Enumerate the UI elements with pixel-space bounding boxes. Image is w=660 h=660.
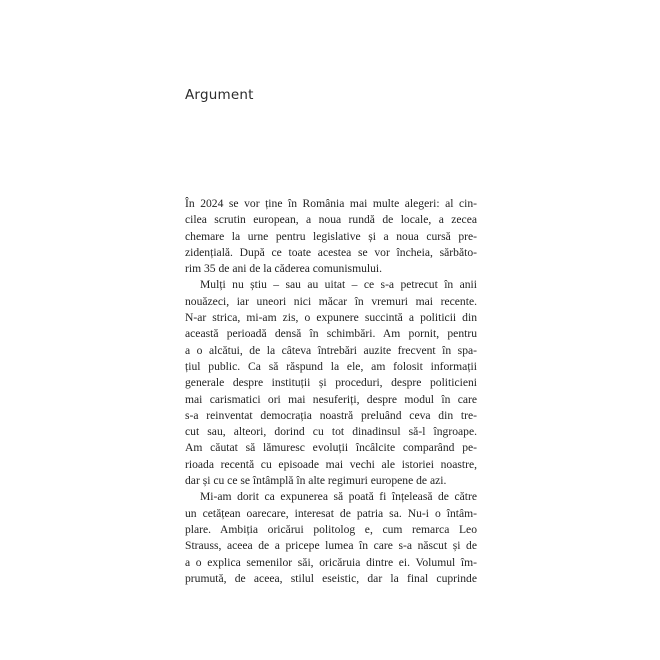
text-line: nouăzeci, iar uneori nici măcar în vremuri mai recente. (185, 294, 477, 308)
text-line: chemare la urne pentru legislative și a noua cursă pre- (185, 229, 477, 243)
text-line: prumută, de aceea, stilul eseistic, dar la final cuprinde (185, 571, 477, 585)
text-line: N-ar strica, mi-am zis, o expunere succintă a politicii din (185, 311, 477, 325)
text-line: rim 35 de ani de la căderea comunismului. (185, 262, 383, 276)
paragraph-2 (185, 277, 477, 489)
text-line: Am căutat să lămuresc evoluții încâlcite comparând pe- (185, 441, 477, 455)
text-line: a o explica semenilor săi, oricăruia dintre ei. Volumul îm- (185, 555, 477, 569)
text-line: s-a reinventat democrația noastră preluând ceva din tre- (185, 408, 477, 422)
text-line: În 2024 se vor ține în România mai multe alegeri: al cin- (185, 197, 477, 210)
text-line: Mulți nu știu – sau au uitat – ce s-a petrecut în anii (200, 278, 477, 292)
text-line: zidențială. După ce toate acestea se vor încheia, sărbăto- (185, 245, 477, 259)
chapter-heading: Argument (185, 87, 254, 103)
text-line: Strauss, aceea de a pricepe lumea în care s-a născut și de (185, 539, 477, 553)
text-line: țiul public. Ca să răspund la ele, am folosit informații (185, 359, 477, 373)
text-line: plare. Ambiția oricărui politolog e, cum remarca Leo (185, 522, 477, 536)
paragraph-1 (185, 196, 477, 277)
text-line: mai carismatici ori mai nesuferiți, despre modul în care (185, 392, 477, 406)
paragraph-3 (185, 489, 477, 587)
text-line: această perioadă densă în schimbări. Am pornit, pentru (185, 327, 477, 341)
text-line: rioada recentă cu episoade mai vechi ale istoriei noastre, (185, 457, 477, 471)
text-line: cilea scrutin european, a noua rundă de locale, a zecea (185, 213, 477, 227)
text-line: Mi-am dorit ca expunerea să poată fi înțeleasă de către (200, 490, 477, 504)
text-line: cut sau, alteori, dorind cu tot dinadinsul să-l îngroape. (185, 425, 477, 439)
text-line: a o alcătui, de la câteva întrebări auzite frecvent în spa- (185, 343, 477, 357)
body-text (185, 196, 477, 587)
text-line: generale despre instituții și proceduri, despre politicieni (185, 376, 477, 390)
text-line: dar și cu ce se întâmplă în alte regimuri europene de azi. (185, 474, 447, 488)
text-line: un cetățean oarecare, interesat de patria sa. Nu-i o întâm- (185, 506, 477, 520)
